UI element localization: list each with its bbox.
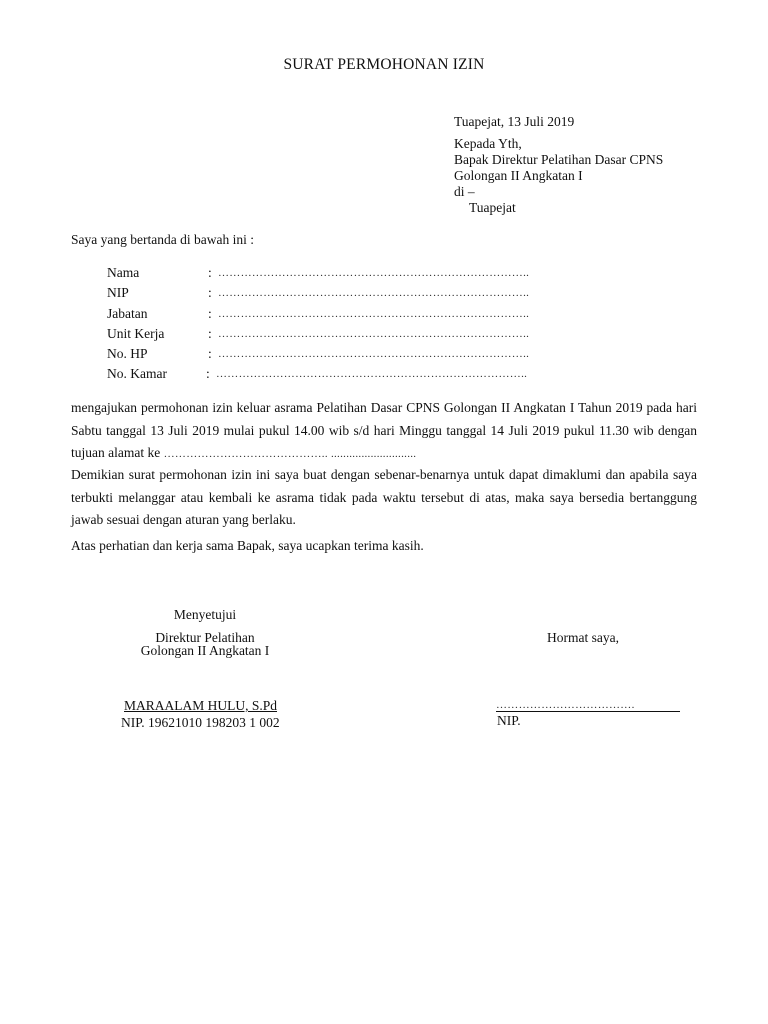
field-row-nip [107,285,627,305]
field-label: No. Kamar [107,366,167,382]
applicant-name-blank-line: ………………………………. [496,699,680,712]
field-colon: : [208,265,212,280]
field-row-unit-kerja [107,326,627,346]
salutation-to: Kepada Yth, [454,136,522,151]
approver-position-line-1: Direktur Pelatihan [155,630,255,645]
field-colon: : [208,305,212,321]
recipient-line-2: Golongan II Angkatan I [454,168,583,183]
field-label: Jabatan [107,305,148,321]
recipient-line-1: Bapak Direktur Pelatihan Dasar CPNS [454,152,664,167]
closing-paragraph: Atas perhatian dan kerja sama Bapak, saya ucapkan terima kasih. [71,538,424,553]
field-label: Unit Kerja [107,325,165,341]
field-colon: : [208,325,212,341]
approver-nip: NIP. 19621010 198203 1 002 [121,715,280,730]
field-colon: : [208,285,212,301]
field-colon: : [206,366,210,382]
field-label: NIP [107,285,129,301]
field-row-no-hp [107,346,627,366]
request-text: mengajukan permohonan izin keluar asrama Pelatihan Dasar CPNS Golongan II Angkatan I Tahun 2019 pada hari Sabtu tanggal 13 Juli 2019 mulai pukul 14.00 wib s/d hari Minggu tanggal 14 Juli 2019 pukul 11.30 wib dengan tujuan alamat ke [71,400,697,460]
field-blank-line: ……………………………………………………………………….. [218,327,530,340]
address-block [454,114,663,216]
request-paragraph [71,397,697,466]
field-label: Nama [107,265,140,280]
applicant-nip: NIP. [497,713,521,728]
approver-block [100,608,310,657]
field-blank-line: ……………………………………………………………………….. [218,348,530,361]
closing-salutation: Hormat saya, [547,630,619,645]
field-blank-line: ……………………………………………………………………….. [218,267,530,279]
field-blank-line: ……………………………………………………………………….. [218,307,530,320]
field-row-nama [107,265,627,285]
field-label: No. HP [107,346,148,362]
destination-blank-line: …………………………………….. ............................ [163,448,417,460]
field-blank-line: ……………………………………………………………………….. [216,368,528,381]
intro-text: Saya yang bertanda di bawah ini : [71,232,254,247]
approval-label: Menyetujui [173,607,237,622]
identity-fields [107,265,627,387]
field-blank-line: ……………………………………………………………………….. [218,287,530,300]
approver-position-line-2: Golongan II Angkatan I [140,643,270,658]
field-row-jabatan [107,306,627,326]
recipient-city: Tuapejat [469,200,516,215]
field-colon: : [208,346,212,362]
field-row-no-kamar [107,366,627,386]
declaration-paragraph: Demikian surat permohonan izin ini saya buat dengan sebenar-benarnya untuk dapat dimaklumi dan apabila saya terbukti melanggar atau kembali ke asrama tidak pada waktu tersebut di atas, maka saya bersedia bertanggung jawab sesuai dengan aturan yang berlaku. [71,467,697,527]
recipient-di: di – [454,184,475,199]
letter-title: SURAT PERMOHONAN IZIN [283,56,485,73]
approver-name: MARAALAM HULU, S.Pd [124,698,278,713]
place-date: Tuapejat, 13 Juli 2019 [454,114,575,129]
